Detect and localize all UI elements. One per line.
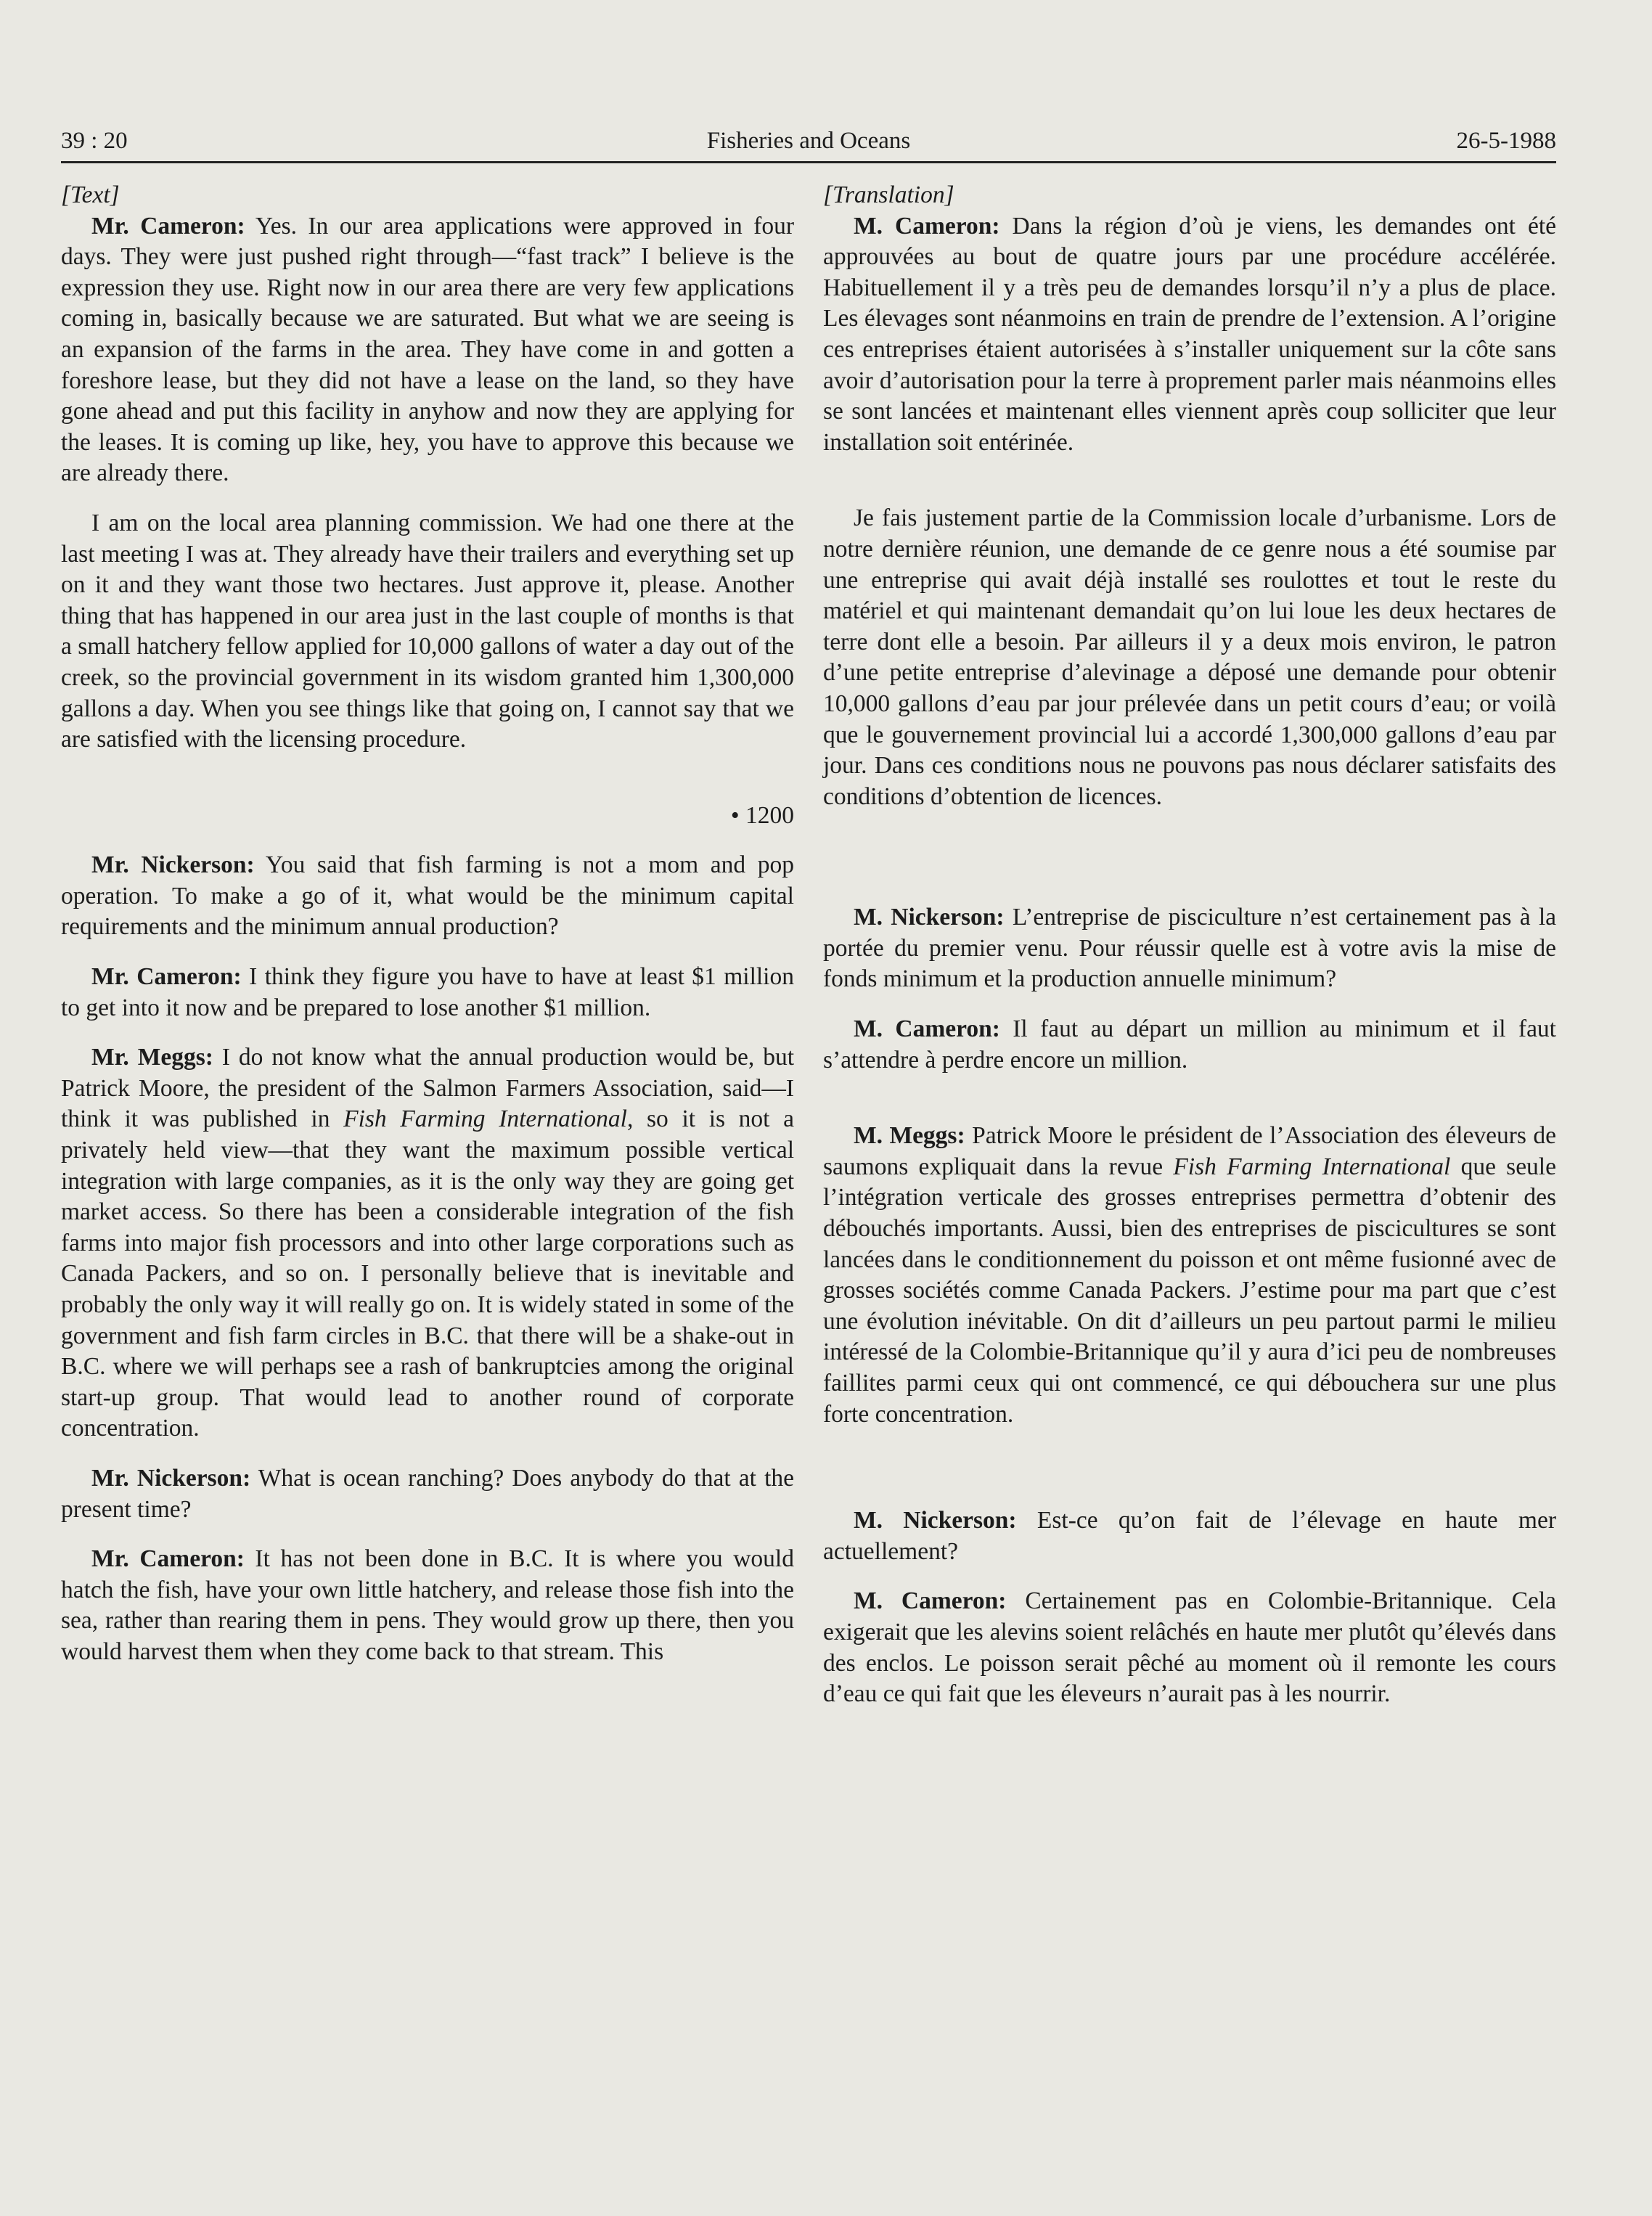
speaker-name: Mr. Cameron: [91,212,245,240]
english-paragraph [61,211,794,489]
speaker-name: Mr. Cameron: [91,963,242,991]
paragraph-text: You said that fish farming is not a mom and pop operation. To make a go of it, what would be the minimum capital requirements and the minimum annual production? [61,851,794,941]
publication-title: Fish Farming International [343,1105,627,1133]
page-reference: 39 : 20 [61,128,128,154]
document-title: Fisheries and Oceans [706,128,911,154]
english-paragraph [61,1042,794,1444]
document-date: 26-5-1988 [1456,128,1556,154]
french-paragraph [823,1505,1556,1567]
publication-title: Fish Farming International [1173,1153,1451,1180]
header-rule [61,161,1556,163]
speaker-name: M. Cameron: [854,212,1000,240]
paragraph-text: L’entreprise de pisciculture n’est certainement pas à la portée du premier venu. Pour réussir quelle est à votre avis la mise de fonds minimum et la production annuelle minimum? [823,904,1556,993]
paragraph-text: que seule l’intégration verticale des grosses entreprises permettra d’obtenir des débouchés importants. Aussi, bien des entreprises de piscicultures se sont lancées dans le conditionnement du poisson et ont même fusionné avec de grosses sociétés comme Canada Packers. J’estime pour ma part que c’est une évolution inévitable. On dit d’ailleurs un peu partout parmi le milieu intéressé de la Colombie-Britannique qu’il y aura d’ici peu de nombreuses faillites parmi ceux qui ont commencé, ce qui débouchera sur une plus forte concentration. [823,1153,1556,1428]
paragraph-text: , so it is not a privately held view—that they want the maximum possible vertical integration with large companies, as it is the only way they are going get market access. So there has been a considerable integration of the fish farms into major fish processors and into other large corporations such as Canada Packers, and so on. I personally believe that is inevitable and probably the only way it will really go on. It is widely stated in some of the government and fish farm circles in B.C. that there will be a shake-out in B.C. where we will perhaps see a rash of bankruptcies among the original start-up group. That would lead to another round of corporate concentration. [61,1105,794,1442]
paragraph-text: I do not know what the annual production would be, but Patrick Moore, the president of the Salmon Farmers Association, said—I think it was published in [61,1044,795,1133]
french-paragraph [823,902,1556,995]
text-tag: [Text] [61,181,120,208]
french-paragraph [823,211,1556,459]
speaker-name: M. Cameron: [854,1015,1000,1043]
speaker-name: Mr. Meggs: [91,1044,213,1071]
speaker-name: M. Nickerson: [854,1507,1017,1534]
english-column [61,180,794,1668]
speaker-name: M. Cameron: [854,1587,1007,1615]
french-paragraph [823,1586,1556,1709]
speaker-name: M. Meggs: [854,1122,965,1150]
english-paragraph [61,1544,794,1667]
english-paragraph [61,962,794,1023]
paragraph-text: Il faut au départ un million au minimum et il faut s’attendre à perdre encore un million. [823,1015,1556,1074]
speaker-name: Mr. Cameron: [91,1545,245,1573]
paragraph-text: Est-ce qu’on fait de l’élevage en haute mer actuellement? [823,1507,1556,1565]
translation-tag: [Translation] [823,181,954,208]
french-paragraph [823,1121,1556,1430]
paragraph-text: Yes. In our area applications were approved in four days. They were just pushed right through—“fast track” I believe is the expression they use. Right now in our area there are very few applications coming in, basically because we are saturated. But what we are seeing is an expansion of the farms in the area. They have come in and gotten a foreshore lease, but they did not have a lease on the land, so they have gone ahead and put this facility in anyhow and now they are applying for the leases. It is coming up like, hey, you have to approve this because we are already there. [61,212,794,487]
page-header [61,122,1556,160]
paragraph-text: Patrick Moore le président de l’Association des éleveurs de saumons expliquait dans la revue [823,1122,1556,1180]
speaker-name: Mr. Nickerson: [91,1464,251,1492]
speaker-name: Mr. Nickerson: [91,851,255,879]
speaker-name: M. Nickerson: [854,904,1005,931]
paragraph-text: I think they figure you have to have at least $1 million to get into it now and be prepared to lose another $1 million. [61,963,794,1021]
english-paragraph [61,1463,794,1525]
french-paragraph: Je fais justement partie de la Commission locale d’urbanisme. Lors de notre dernière réunion, une demande de ce genre nous a été soumise par une entreprise qui avait déjà installé ses roulottes et tout le reste du matériel et qui maintenant demandait qu’on lui loue les deux hectares de terre dont elle a besoin. Par ailleurs il y a deux mois environ, le patron d’une petite entreprise d’alevinage a déposé une demande pour obtenir 10,000 gallons d’eau par jour prélevée dans un petit cours d’eau; or voilà que le gouvernement provincial lui a accordé 1,300,000 gallons d’eau par jour. Dans ces conditions nous ne pouvons pas nous déclarer satisfaits des conditions d’obtention de licences. [823,504,1556,810]
english-paragraph: I am on the local area planning commission. We had one there at the last meeting I was at. They already have their trailers and everything set up on it and they want those two hectares. Just approve it, please. Another thing that has happened in our area just in the last couple of months is that a small hatchery fellow applied for 10,000 gallons of water a day out of the creek, so the provincial government in its wisdom granted him 1,300,000 gallons a day. When you see things like that going on, I cannot say that we are satisfied with the licensing procedure. [61,509,794,753]
french-column [823,180,1556,1710]
paragraph-text: What is ocean ranching? Does anybody do that at the present time? [61,1464,794,1523]
paragraph-text: Dans la région d’où je viens, les demandes ont été approuvées au bout de quatre jours par une procédure accélérée. Habituellement il y a très peu de demandes lorsqu’il n’y a plus de place. Les élevages sont néanmoins en train de prendre de l’extension. A l’origine ces entreprises étaient autorisées à s’installer uniquement sur la côte sans avoir d’autorisation pour la terre à proprement parler mais néanmoins elles se sont lancées et maintenant elles viennent après coup solliciter que leur installation soit entérinée. [823,212,1556,456]
english-paragraph [61,850,794,943]
paragraph-text: Certainement pas en Colombie-Britannique. Cela exigerait que les alevins soient relâchés en haute mer plutôt qu’élevés dans des enclos. Le poisson serait pêché au moment où il remonte les cours d’eau ce qui fait que les éleveurs n’aurait pas à les nourrir. [823,1587,1556,1708]
paragraph-text: It has not been done in B.C. It is where you would hatch the fish, have your own little hatchery, and release those fish into the sea, rather than rearing them in pens. They would grow up there, then you would harvest them when they come back to that stream. This [61,1545,794,1665]
french-paragraph [823,1014,1556,1076]
timecode: • 1200 [730,801,794,829]
